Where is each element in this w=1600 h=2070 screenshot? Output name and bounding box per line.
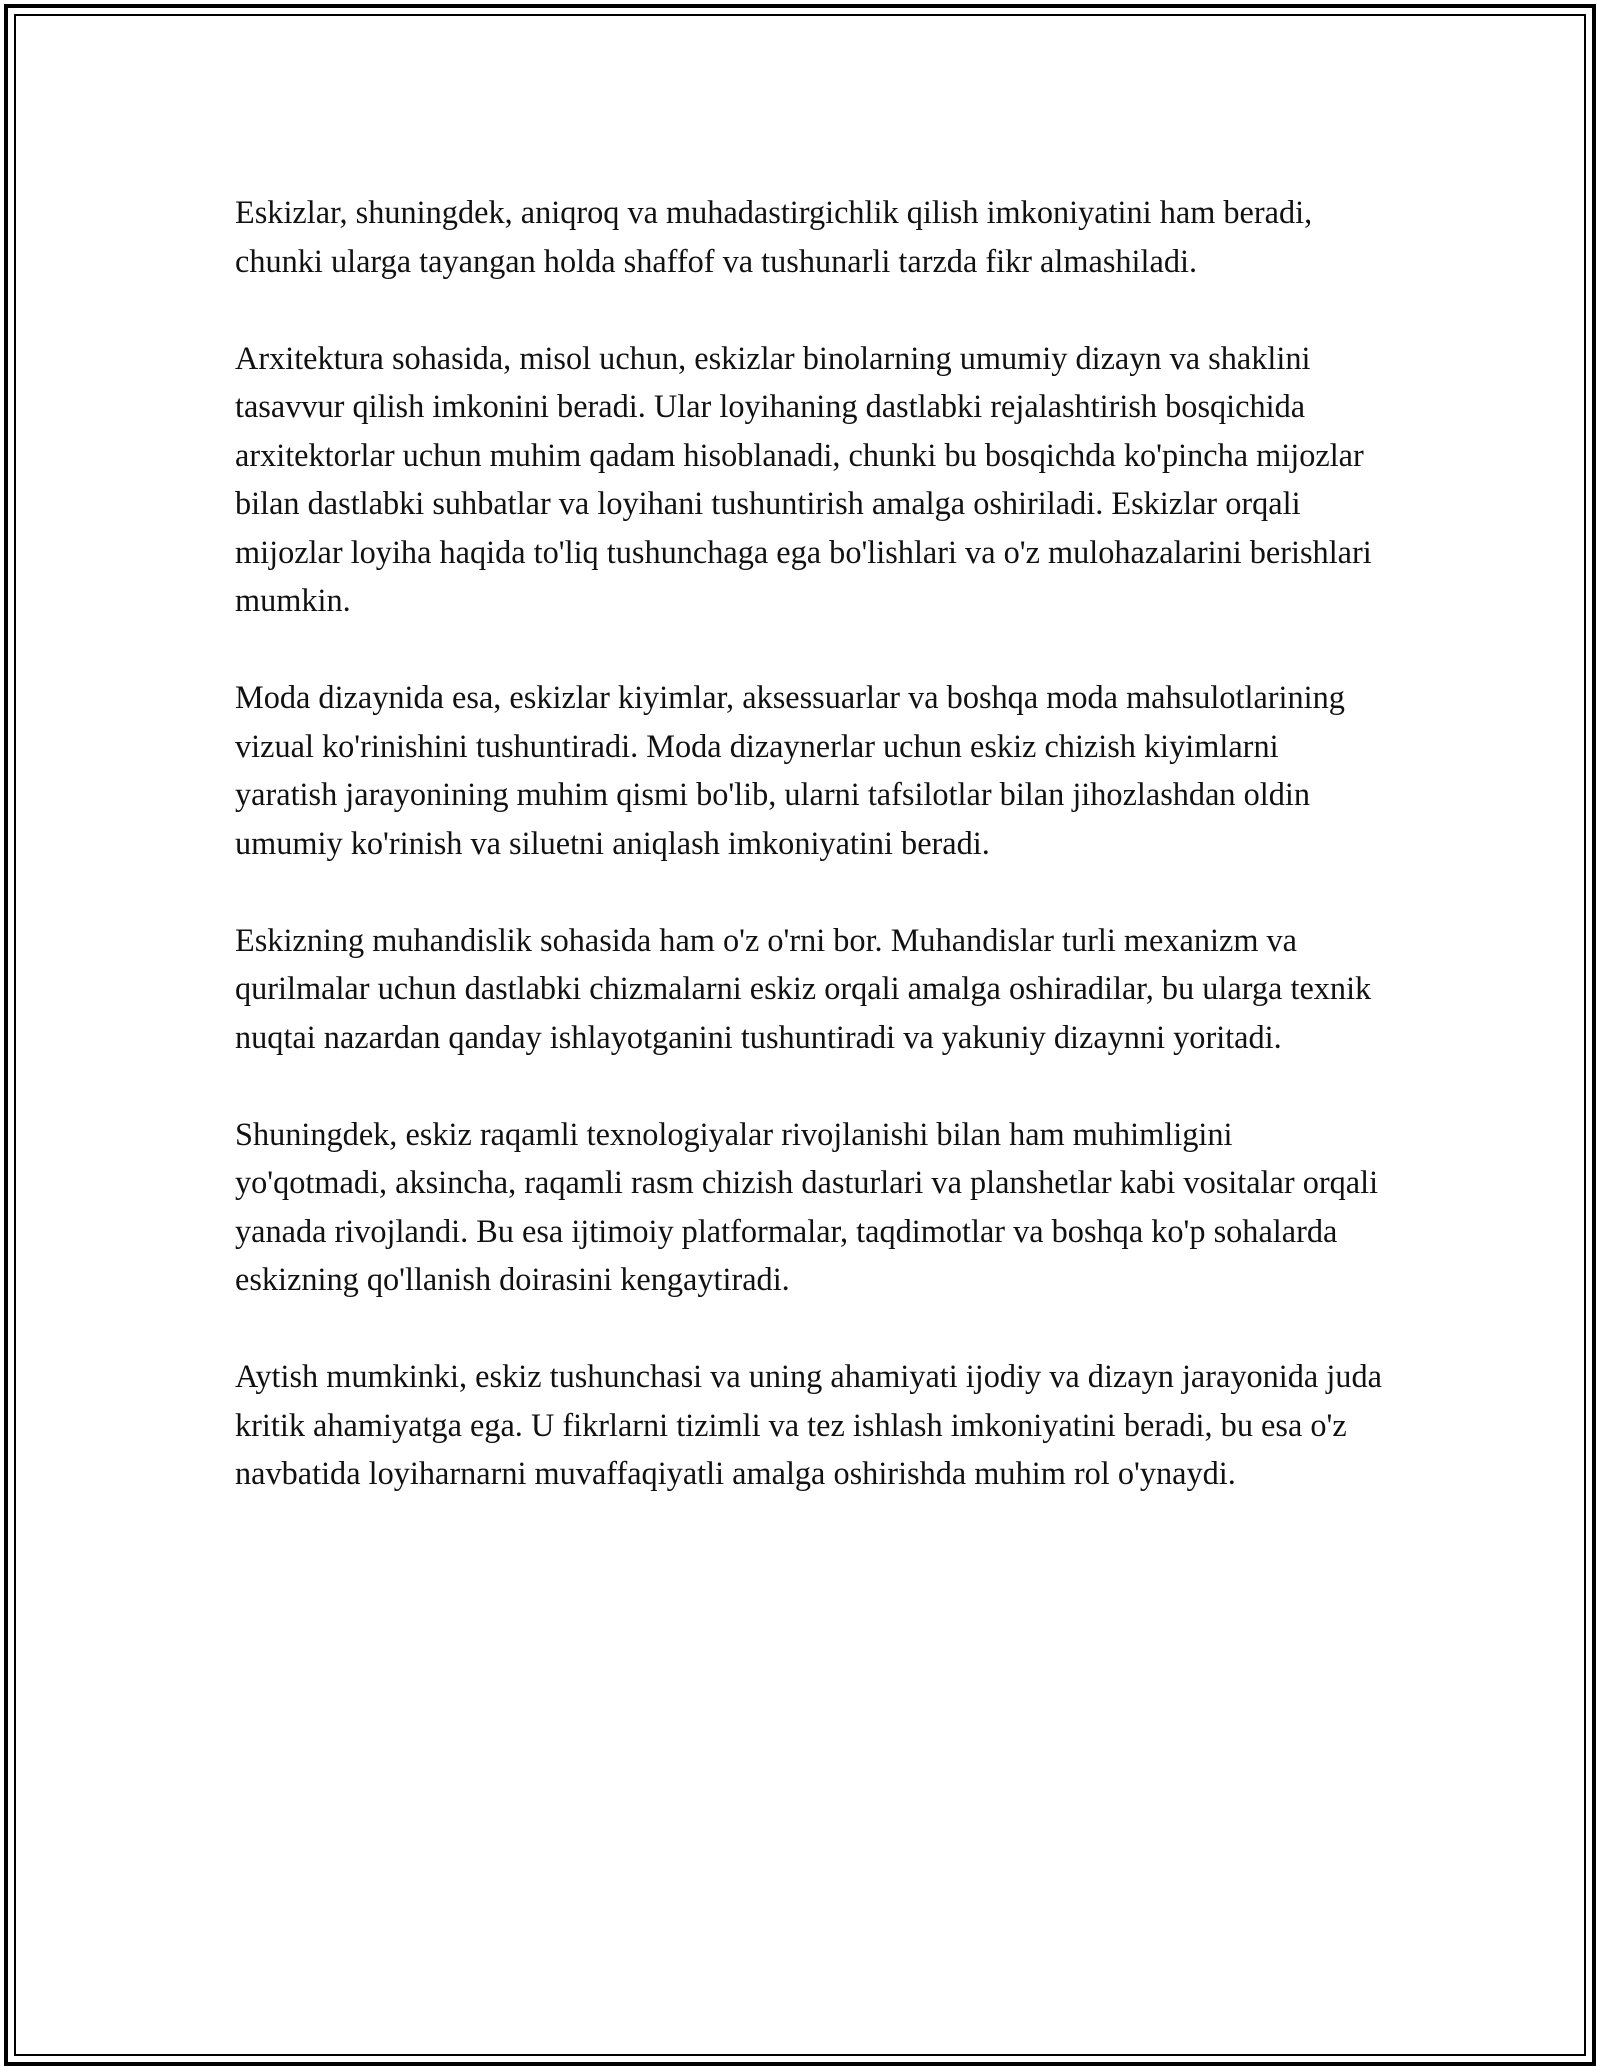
paragraph: Moda dizaynida esa, eskizlar kiyimlar, aksessuarlar va boshqa moda mahsulotlarining vizual ko'rinishini tushuntiradi. Moda dizaynerlar uchun eskiz chizish kiyimlarni yaratish jarayonining muhim qismi bo'lib, ularni tafsilotlar bilan jihozlashdan oldin umumiy ko'rinish va siluetni aniqlash imkoniyatini beradi. [235,679,1345,861]
paragraph: Shuningdek, eskiz raqamli texnologiyalar rivojlanishi bilan ham muhimligini yo'qotmadi, aksincha, raqamli rasm chizish dasturlari va planshetlar kabi vositalar orqali yanada rivojlandi. Bu esa ijtimoiy platformalar, taqdimotlar va boshqa ko'p sohalarda eskizning qo'llanish doirasini kengaytiradi. [235,1115,1379,1297]
paragraph: Eskizning muhandislik sohasida ham o'z o'rni bor. Muhandislar turli mexanizm va qurilmalar uchun dastlabki chizmalarni eskiz orqali amalga oshiradilar, bu ularga texnik nuqtai nazardan qanday ishlayotganini tushuntiradi va yakuniy dizaynni yoritadi. [235,921,1372,1055]
paragraph: Eskizlar, shuningdek, aniqroq va muhadastirgichlik qilish imkoniyatini ham beradi, chunki ularga tayangan holda shaffof va tushunarli tarzda fikr almashiladi. [235,194,1313,279]
paragraph: Arxitektura sohasida, misol uchun, eskizlar binolarning umumiy dizayn va shaklini tasavvur qilish imkonini beradi. Ular loyihaning dastlabki rejalashtirish bosqichida arxitektorlar uchun muhim qadam hisoblanadi, chunki bu bosqichda ko'pincha mijozlar bilan dastlabki suhbatlar va loyihani tushuntirish amalga oshiriladi. Eskizlar orqali mijozlar loyiha haqida to'liq tushunchaga ega bo'lishlari va o'z mulohazalarini berishlari mumkin. [235,339,1372,618]
paragraph: Aytish mumkinki, eskiz tushunchasi va uning ahamiyati ijodiy va dizayn jarayonida juda kritik ahamiyatga ega. U fikrlarni tizimli va tez ishlash imkoniyatini beradi, bu esa o'z navbatida loyiharnarni muvaffaqiyatli amalga oshirishda muhim rol o'ynaydi. [235,1358,1382,1491]
document-body [235,188,1385,1498]
